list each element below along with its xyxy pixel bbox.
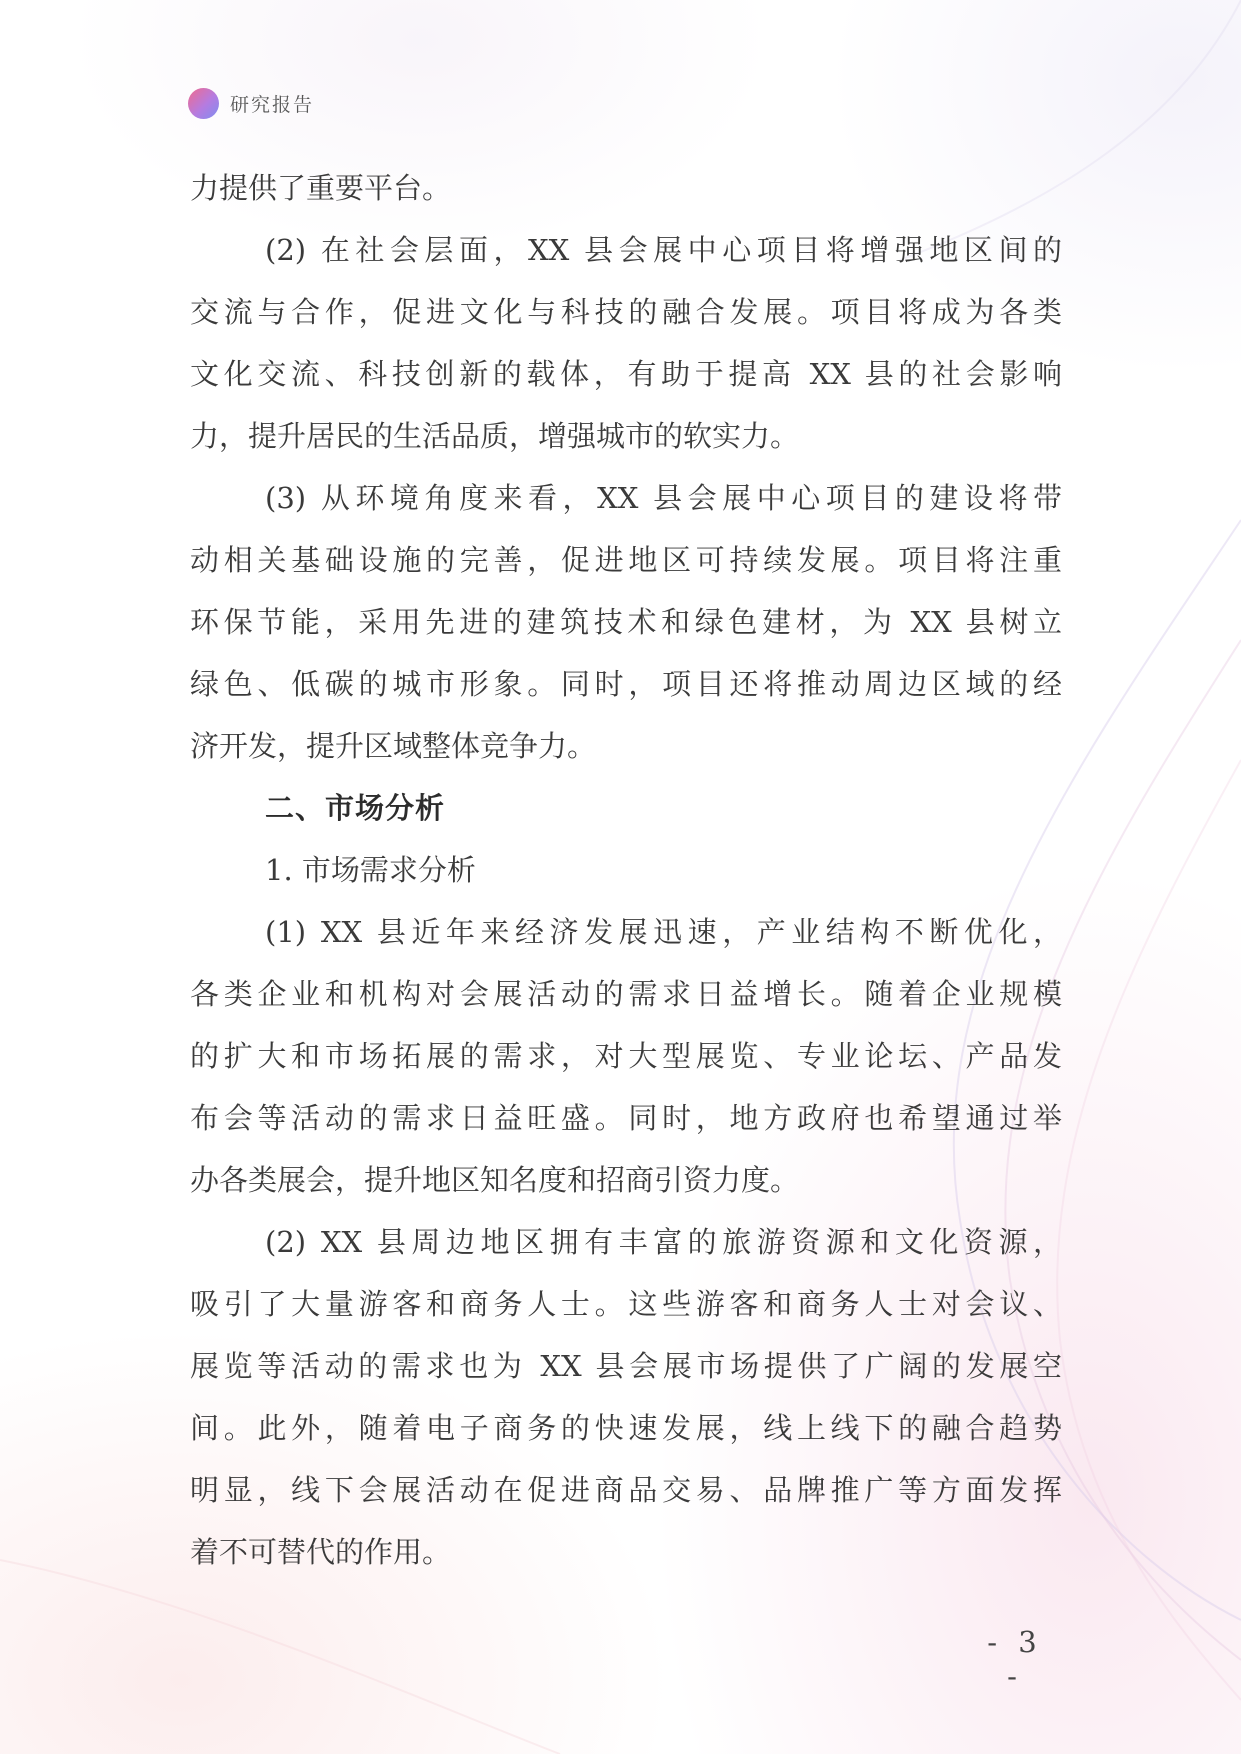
- text-line: 展览等活动的需求也为 XX 县会展市场提供了广阔的发展空: [190, 1349, 1062, 1383]
- logo-icon: [188, 88, 219, 119]
- text-line: 力提供了重要平台。: [190, 171, 452, 205]
- section-heading: 二、市场分析: [265, 791, 446, 825]
- text-line: 交流与合作，促进文化与科技的融合发展。项目将成为各类: [190, 295, 1062, 329]
- text-line: 间。此外，随着电子商务的快速发展，线上线下的融合趋势: [190, 1411, 1062, 1445]
- text-line: 吸引了大量游客和商务人士。这些游客和商务人士对会议、: [190, 1287, 1062, 1321]
- text-line: 力，提升居民的生活品质，增强城市的软实力。: [190, 419, 800, 453]
- text-line: 济开发，提升区域整体竞争力。: [190, 729, 597, 763]
- text-line: 环保节能，采用先进的建筑技术和绿色建材，为 XX 县树立: [190, 605, 1062, 639]
- text-line: 明显，线下会展活动在促进商品交易、品牌推广等方面发挥: [190, 1473, 1062, 1507]
- text-line: (3) 从环境角度来看，XX 县会展中心项目的建设将带: [265, 481, 1062, 515]
- text-line: 动相关基础设施的完善，促进地区可持续发展。项目将注重: [190, 543, 1062, 577]
- text-line: 的扩大和市场拓展的需求，对大型展览、专业论坛、产品发: [190, 1039, 1062, 1073]
- text-line: 各类企业和机构对会展活动的需求日益增长。随着企业规模: [190, 977, 1062, 1011]
- header-title: 研究报告: [230, 94, 315, 116]
- text-line: 文化交流、科技创新的载体，有助于提高 XX 县的社会影响: [190, 357, 1062, 391]
- text-line: 绿色、低碳的城市形象。同时，项目还将推动周边区域的经: [190, 667, 1062, 701]
- text-line: 着不可替代的作用。: [190, 1535, 452, 1569]
- report-header: [188, 88, 314, 119]
- text-line: (1) XX 县近年来经济发展迅速，产业结构不断优化，: [265, 915, 1062, 949]
- text-line: 布会等活动的需求日益旺盛。同时，地方政府也希望通过举: [190, 1101, 1062, 1135]
- page-number: - 3 -: [987, 1625, 1043, 1693]
- document-body: [190, 157, 1062, 1583]
- text-line: (2) 在社会层面，XX 县会展中心项目将增强地区间的: [265, 233, 1062, 267]
- text-line: 办各类展会，提升地区知名度和招商引资力度。: [190, 1163, 800, 1197]
- text-line: 1. 市场需求分析: [265, 853, 476, 887]
- text-line: (2) XX 县周边地区拥有丰富的旅游资源和文化资源，: [265, 1225, 1062, 1259]
